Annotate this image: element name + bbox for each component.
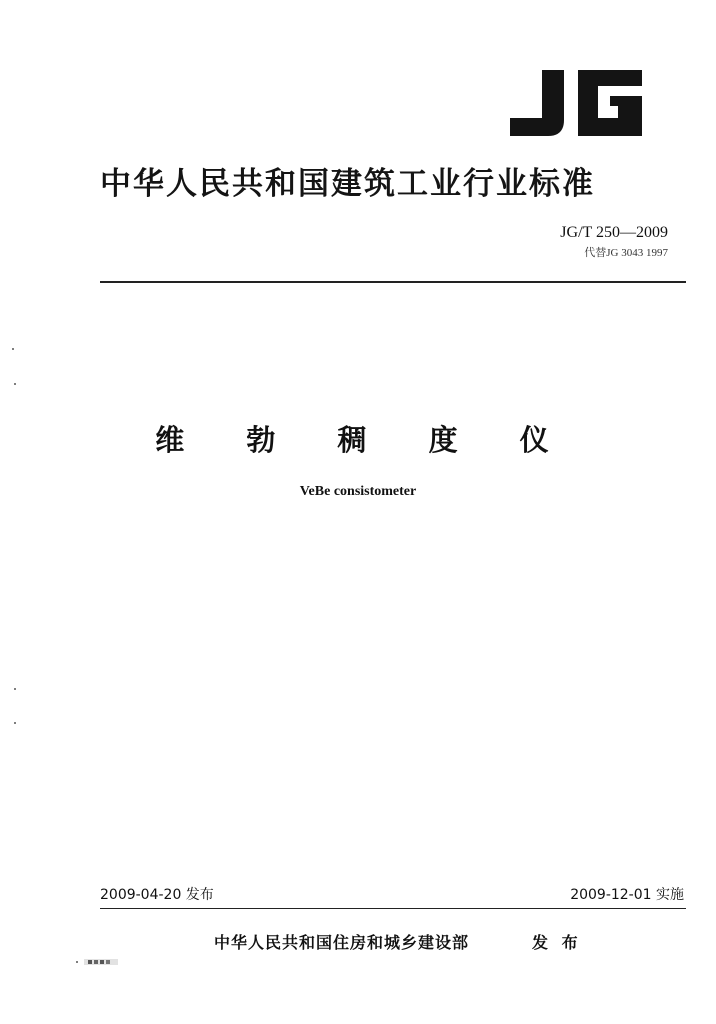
stamp-mark — [84, 956, 118, 968]
top-divider — [100, 281, 686, 283]
document-title-zh: 维 勃 稠 度 仪 — [155, 423, 575, 457]
replaces-standard: 代替JG 3043 1997 — [584, 247, 668, 259]
standard-number: JG/T 250—2009 — [560, 224, 668, 241]
scan-speck — [12, 348, 14, 350]
issue-date: 2009-04-20 发布 — [100, 887, 214, 903]
jg-logo — [506, 66, 646, 138]
issuing-authority: 中华人民共和国住房和城乡建设部 — [214, 933, 470, 952]
issue-label: 发 布 — [532, 933, 582, 952]
standard-category: 中华人民共和国建筑工业行业标准 — [100, 166, 595, 202]
effective-date: 2009-12-01 实施 — [570, 887, 684, 903]
bottom-divider — [100, 908, 686, 909]
scan-speck — [14, 688, 16, 690]
scan-speck — [14, 383, 16, 385]
document-title-en: VeBe consistometer — [299, 484, 417, 499]
scan-speck — [76, 961, 78, 963]
scan-speck — [14, 722, 16, 724]
